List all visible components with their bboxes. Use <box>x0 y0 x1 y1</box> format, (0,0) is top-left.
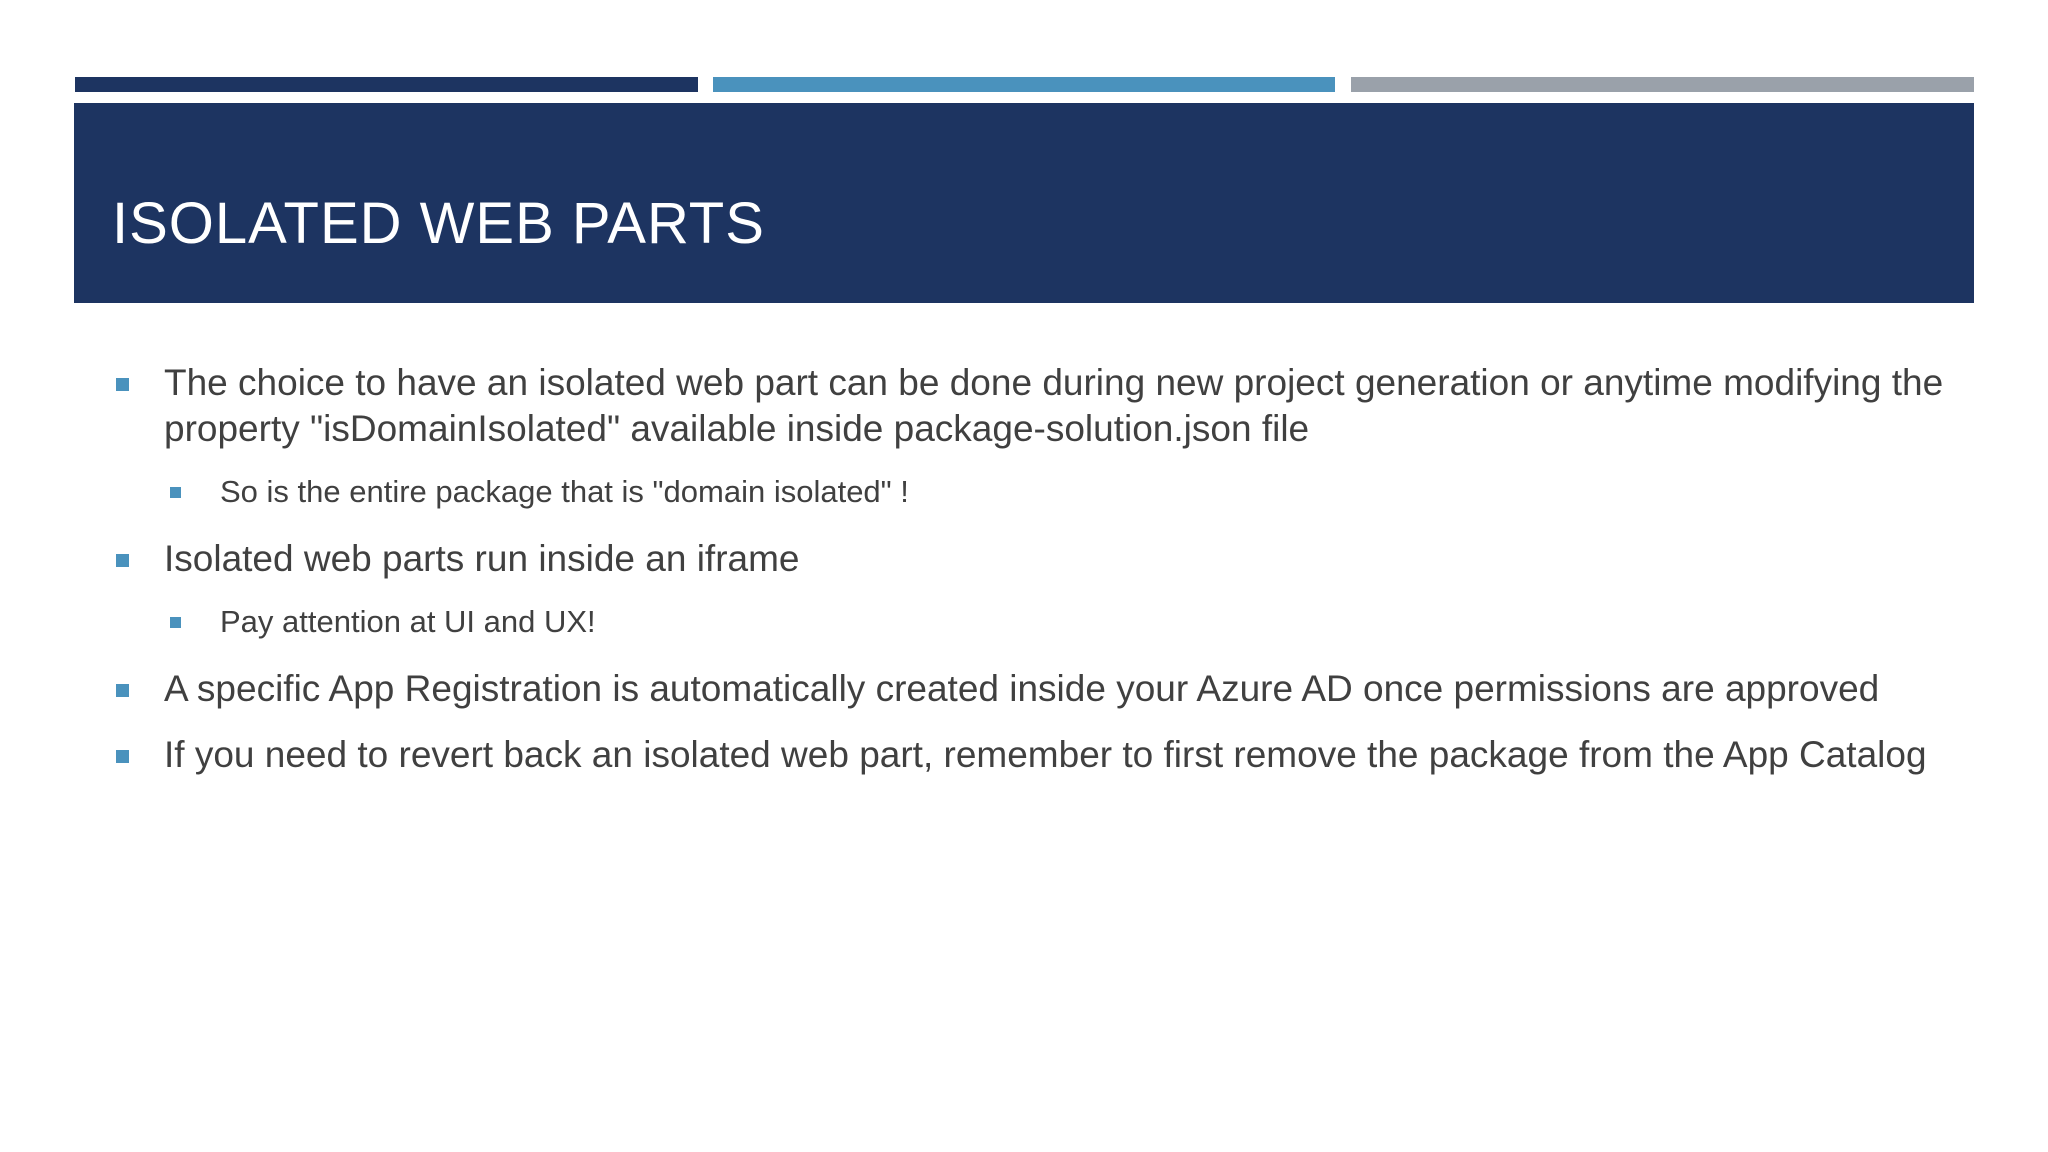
bullet-list <box>110 360 1990 798</box>
bullet-text: The choice to have an isolated web part can be done during new project generation or anytime modifying the property "isDomainIsolated" available inside package-solution.json file <box>164 362 1944 449</box>
accent-bar-blue <box>713 77 1335 92</box>
sub-bullet-text: So is the entire package that is "domain isolated" ! <box>220 474 909 509</box>
bullet-square-icon <box>116 750 129 763</box>
accent-bar-dark <box>75 77 698 92</box>
title-banner <box>74 103 1974 303</box>
bullet-item <box>110 666 1994 712</box>
slide-title: ISOLATED WEB PARTS <box>112 191 765 256</box>
bullet-square-icon <box>116 554 129 567</box>
bullet-item <box>110 732 1994 778</box>
bullet-square-icon <box>116 378 129 391</box>
sub-bullet-item <box>164 602 1920 642</box>
bullet-text: A specific App Registration is automatically created inside your Azure AD once permissions are approved <box>164 668 1880 709</box>
accent-bar-gray <box>1351 77 1974 92</box>
bullet-text: Isolated web parts run inside an iframe <box>164 538 800 579</box>
sub-bullet-text: Pay attention at UI and UX! <box>220 604 596 639</box>
bullet-square-icon <box>170 617 181 628</box>
bullet-square-icon <box>170 487 181 498</box>
sub-bullet-item <box>164 472 1920 512</box>
bullet-text: If you need to revert back an isolated web part, remember to first remove the package from the App Catalog <box>164 734 1927 775</box>
bullet-square-icon <box>116 684 129 697</box>
bullet-item <box>110 536 1994 582</box>
bullet-item <box>110 360 1994 452</box>
